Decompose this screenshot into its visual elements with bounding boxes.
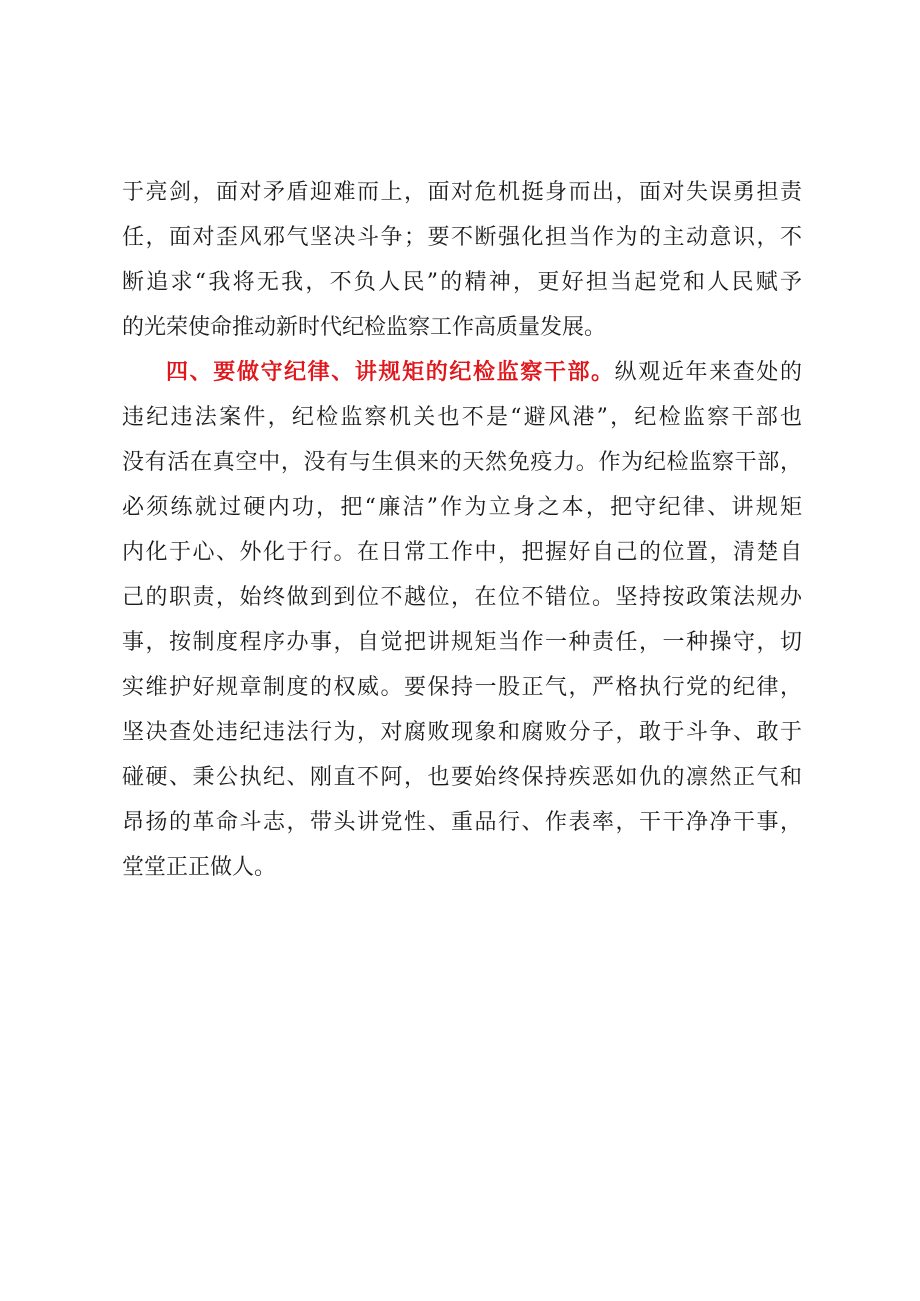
text-line: 于亮剑，面对矛盾迎难而上，面对危机挺身而出，面对失误勇担责: [122, 180, 802, 205]
text-line: 必须练就过硬内功，把“廉洁”作为立身之本，把守纪律、讲规矩: [122, 495, 802, 520]
text-line: 坚决查处违纪违法行为，对腐败现象和腐败分子，敢于斗争、敢于: [122, 720, 802, 745]
text-run: 纵观近年来查处的: [614, 360, 802, 385]
paragraph-2: [122, 350, 802, 890]
text-line: 的光荣使命推动新时代纪检监察工作高质量发展。: [122, 315, 607, 340]
text-line: 昂扬的革命斗志，带头讲党性、重品行、作表率，干干净净干事，: [122, 810, 802, 835]
text-line: 堂堂正正做人。: [122, 855, 277, 880]
section-heading: 四、要做守纪律、讲规矩的纪检监察干部。: [166, 360, 615, 385]
paragraph-first-line: [122, 350, 802, 395]
document-body: [122, 170, 802, 890]
text-line: 内化于心、外化于行。在日常工作中，把握好自己的位置，清楚自: [122, 540, 802, 565]
text-line: 任，面对歪风邪气坚决斗争；要不断强化担当作为的主动意识，不: [122, 225, 802, 250]
text-line: 违纪违法案件，纪检监察机关也不是“避风港”，纪检监察干部也: [122, 405, 802, 430]
text-line: 实维护好规章制度的权威。要保持一股正气，严格执行党的纪律，: [122, 675, 802, 700]
text-line: 断追求“我将无我，不负人民”的精神，更好担当起党和人民赋予: [122, 270, 802, 295]
text-line: 碰硬、秉公执纪、刚直不阿，也要始终保持疾恶如仇的凛然正气和: [122, 765, 802, 790]
text-line: 事，按制度程序办事，自觉把讲规矩当作一种责任，一种操守，切: [122, 630, 802, 655]
paragraph-1: [122, 170, 802, 350]
text-line: 没有活在真空中，没有与生俱来的天然免疫力。作为纪检监察干部，: [122, 450, 802, 475]
text-line: 己的职责，始终做到到位不越位，在位不错位。坚持按政策法规办: [122, 585, 802, 610]
